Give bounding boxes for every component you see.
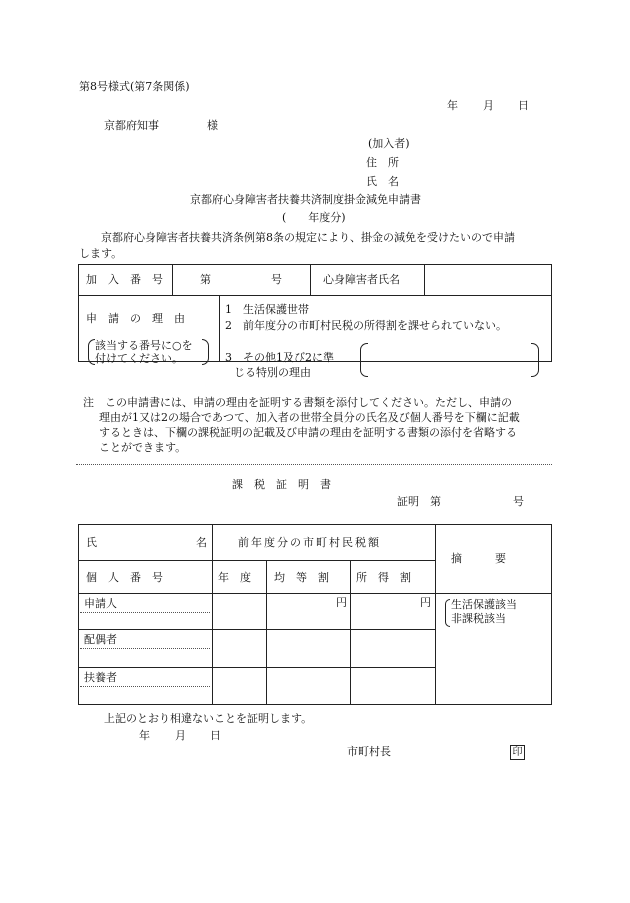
yen-unit-equal: 円 bbox=[336, 596, 347, 609]
certificate-number-suffix: 号 bbox=[513, 495, 524, 508]
certificate-title: 課 税 証 明 書 bbox=[232, 478, 331, 491]
intro-text-line1: 京都府心身障害者扶養共済条例第8条の規定により、掛金の減免を受けたいので申請 bbox=[101, 231, 515, 244]
reason-option-3-line2: じる特別の理由 bbox=[234, 366, 311, 379]
circle-note-line1: 該当する番号に○を bbox=[95, 339, 193, 352]
addressee-governor: 京都府知事 bbox=[104, 119, 159, 132]
summary-column-label: 摘 要 bbox=[451, 552, 506, 565]
yen-unit-income: 円 bbox=[420, 596, 431, 609]
date-month: 月 bbox=[483, 99, 494, 112]
summary-item-non-taxable: 非課税該当 bbox=[451, 612, 506, 625]
certificate-number-prefix: 証明 第 bbox=[397, 495, 441, 508]
date-day: 日 bbox=[518, 99, 529, 112]
member-number-suffix: 号 bbox=[271, 273, 282, 286]
member-number-label: 加 入 番 号 bbox=[86, 273, 163, 286]
address-label: 住 所 bbox=[366, 156, 399, 169]
income-levy-column-label: 所 得 割 bbox=[356, 571, 411, 584]
note-line3: するときは、下欄の課税証明の記載及び申請の理由を証明する書類の添付を省略する bbox=[99, 426, 517, 439]
reason-option-3-line1: 3 その他1及び2に準 bbox=[225, 351, 334, 364]
circle-note-line2: 付けてください。 bbox=[95, 352, 183, 365]
equal-levy-column-label: 均 等 割 bbox=[274, 571, 329, 584]
member-number-prefix: 第 bbox=[200, 273, 211, 286]
note-line1: 注 この申請書には、申請の理由を証明する書類を添付してください。ただし、申請の bbox=[83, 396, 512, 409]
note-line2: 理由が1又は2の場合であつて、加入者の世帯全員分の氏名及び個人番号を下欄に記載 bbox=[99, 411, 520, 424]
tax-amount-header: 前年度分の市町村民税額 bbox=[238, 536, 381, 549]
note-line4: ことができます。 bbox=[99, 441, 187, 454]
summary-item-welfare: 生活保護該当 bbox=[451, 598, 517, 611]
reason-option-2: 2 前年度分の市町村民税の所得割を課せられていない。 bbox=[225, 319, 507, 332]
fiscal-year: ( 年度分) bbox=[282, 211, 346, 224]
section-divider bbox=[76, 464, 552, 465]
seal-mark: 印 bbox=[510, 745, 525, 760]
mayor-label: 市町村長 bbox=[347, 745, 391, 758]
certification-statement: 上記のとおり相違ないことを証明します。 bbox=[104, 712, 313, 725]
closing-day: 日 bbox=[210, 729, 221, 742]
reason-label: 申 請 の 理 由 bbox=[86, 312, 185, 325]
name-column-label-2: 名 bbox=[196, 536, 207, 549]
row-applicant: 申請人 bbox=[84, 597, 117, 610]
date-year: 年 bbox=[447, 99, 458, 112]
name-label: 氏 名 bbox=[366, 175, 399, 188]
page-title: 京都府心身障害者扶養共済制度掛金減免申請書 bbox=[190, 193, 421, 206]
intro-text-line2: します。 bbox=[79, 247, 123, 260]
disabled-person-name-label: 心身障害者氏名 bbox=[323, 273, 400, 286]
applicant-heading: (加入者) bbox=[368, 137, 410, 150]
form-number: 第8号様式(第7条関係) bbox=[79, 80, 190, 93]
name-column-label: 氏 bbox=[86, 536, 97, 549]
reason-option-1: 1 生活保護世帯 bbox=[225, 303, 309, 316]
row-dependent: 扶養者 bbox=[84, 671, 117, 684]
addressee-honorific: 様 bbox=[207, 119, 218, 132]
closing-month: 月 bbox=[175, 729, 186, 742]
fiscal-year-column-label: 年 度 bbox=[218, 571, 251, 584]
row-spouse: 配偶者 bbox=[84, 633, 117, 646]
closing-year: 年 bbox=[139, 729, 150, 742]
personal-number-label: 個 人 番 号 bbox=[86, 571, 163, 584]
